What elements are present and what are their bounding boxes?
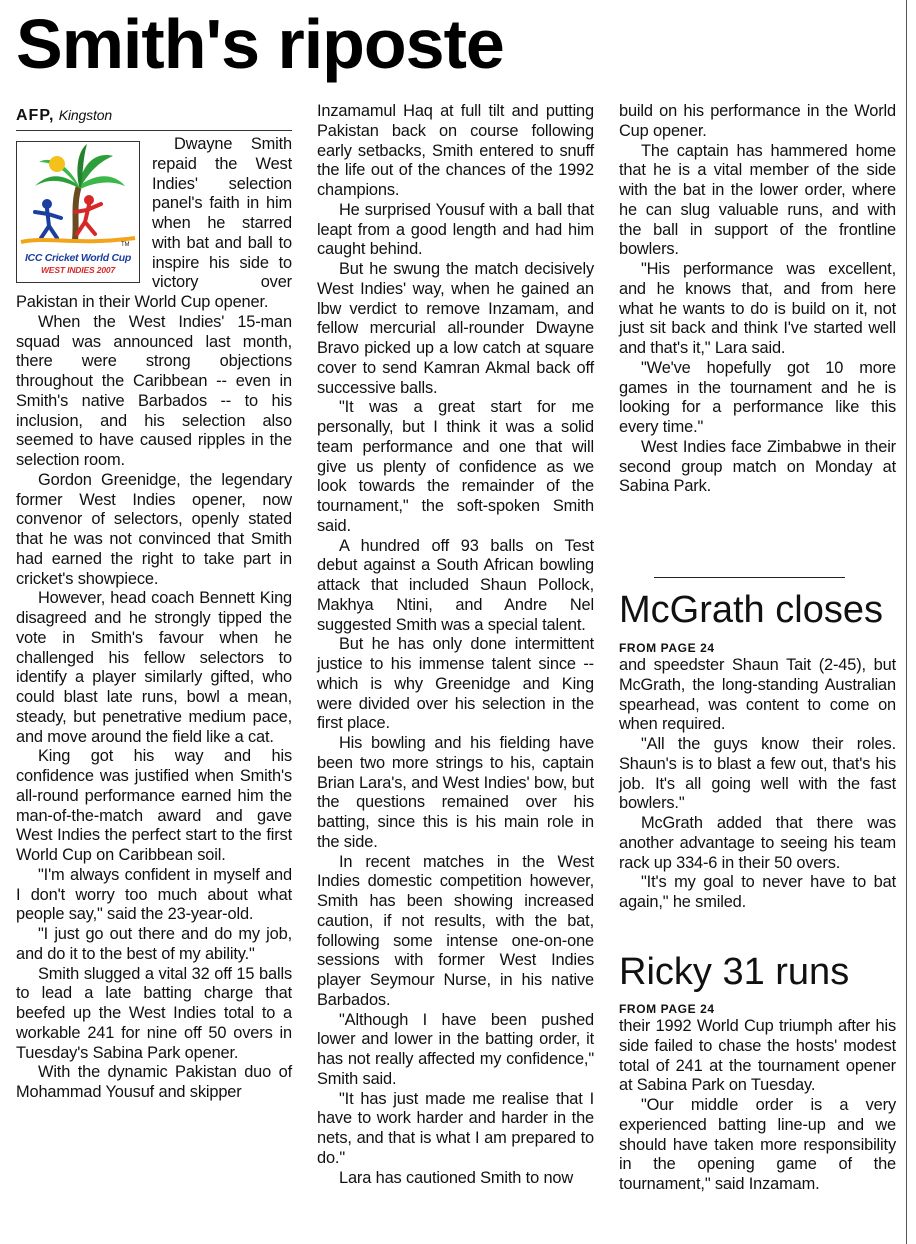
- paragraph: When the West Indies' 15-man squad was announced last month, there were strong objections throughout the Caribbean -- even in Smith's native Barbados -- to his inclusion, and his selection also seemed to have caused ripples in the selection room.: [16, 312, 292, 469]
- paragraph: build on his performance in the World Cup opener.: [619, 102, 896, 140]
- paragraph: But he swung the match decisively West Indies' way, when he gained an lbw verdict to remove Inzamam, and fellow mercurial all-rounder Dwayne Bravo picked up a low catch at square cover to send Kamran Akmal back off successive balls.: [317, 260, 594, 397]
- byline: [16, 104, 292, 131]
- paragraph: His bowling and his fielding have been two more strings to his, captain Brian Lara's, and West Indies' bow, but the questions remained over his batting, since this is his main role in the side.: [317, 734, 594, 851]
- continued-from-label: FROM PAGE 24: [619, 1002, 715, 1016]
- paragraph: "Although I have been pushed lower and lower in the batting order, it has not really affected my confidence," Smith said.: [317, 1010, 594, 1088]
- logo-caption-host: WEST INDIES 2007: [40, 265, 116, 275]
- paragraph: But he has only done intermittent justice to his immense talent since -- which is why Greenidge and King were divided over his selection in the first place.: [317, 635, 594, 733]
- article-column-2: [317, 102, 594, 1188]
- article-column-1: [16, 104, 292, 1103]
- paragraph: "It was a great start for me personally, but I think it was a solid team performance and one that will give us plenty of confidence as we look towards the remainder of the tournament," the soft-spoken Smith said.: [317, 398, 594, 535]
- paragraph: In recent matches in the West Indies domestic competition however, Smith has been showing increased caution, if not results, with the bat, following some intense one-on-one sessions with former West Indies player Seymour Nurse, in his native Barbados.: [317, 852, 594, 1009]
- world-cup-logo: [16, 141, 140, 283]
- logo-caption-title: ICC Cricket World Cup: [24, 252, 132, 264]
- paragraph: their 1992 World Cup triumph after his side failed to chase the hosts' modest total of 241 at the tournament opener at Sabina Park on Tuesday.: [619, 1017, 896, 1095]
- paragraph: "I'm always confident in myself and I don't worry too much about what people say," said the 23-year-old.: [16, 865, 292, 924]
- paragraph: and speedster Shaun Tait (2-45), but McGrath, the long-standing Australian spearhead, was content to come on when required.: [619, 656, 896, 734]
- mcgrath-headline: McGrath closes: [619, 589, 883, 631]
- paragraph: "Our middle order is a very experienced batting line-up and we should have taken more responsibility in the opening game of the tournament," said Inzamam.: [619, 1096, 896, 1193]
- paragraph: "I just go out there and do my job, and do it to the best of my ability.": [16, 925, 292, 963]
- paragraph: "It's my goal to never have to bat again," he smiled.: [619, 873, 896, 911]
- ricky-headline: Ricky 31 runs: [619, 951, 850, 993]
- paragraph: The captain has hammered home that he is a vital member of the side with the bat in the lower order, where he can slug valuable runs, and with the ball in support of the frontline bowlers.: [619, 141, 896, 259]
- byline-place: Kingston: [58, 107, 112, 123]
- byline-agency: AFP,: [16, 107, 55, 124]
- paragraph: He surprised Yousuf with a ball that leapt from a good length and had him caught behind.: [317, 200, 594, 259]
- palm-tree-icon: [17, 142, 139, 250]
- ricky-article: [619, 1001, 896, 1195]
- paragraph: Smith slugged a vital 32 off 15 balls to lead a late batting charge that beefed up the West Indies total to a workable 241 for nine off 50 overs in Tuesday's Sabina Park opener.: [16, 964, 292, 1062]
- paragraph: McGrath added that there was another advantage to seeing his team rack up 334-6 in their 50 overs.: [619, 814, 896, 872]
- paragraph: "All the guys know their roles. Shaun's is to blast a few out, that's his job. It's all going well with the fast bowlers.": [619, 735, 896, 813]
- paragraph: Dwayne Smith repaid the West Indies' selection panel's faith in him when he starred with bat and ball to inspire his side to victory over Pakistan in their World Cup opener.: [16, 135, 292, 311]
- logo-trademark: TM: [121, 242, 130, 248]
- paragraph: Gordon Greenidge, the legendary former West Indies opener, now convenor of selectors, openly stated that he was not convinced that Smith had earned the right to take part in cricket's showpiece.: [16, 470, 292, 588]
- continued-from-label: FROM PAGE 24: [619, 641, 715, 655]
- paragraph: "It has just made me realise that I have to work harder and harder in the nets, and that is what I am prepared to do.": [317, 1089, 594, 1167]
- paragraph: "His performance was excellent, and he knows that, and from here what he wants to do is build on it, not just sit back and think I've started well and that's it," Lara said.: [619, 260, 896, 357]
- section-divider: [654, 577, 845, 578]
- paragraph: With the dynamic Pakistan duo of Mohammad Yousuf and skipper: [16, 1063, 292, 1101]
- article-column-3: [619, 102, 896, 497]
- paragraph: However, head coach Bennett King disagreed and he strongly tipped the vote in Smith's favour when he challenged his fellow selectors to identify a player similarly gifted, who could blast late runs, bowl a mean, steady, but penetrative medium pace, and move around the field like a cat.: [16, 589, 292, 746]
- paragraph: King got his way and his confidence was justified when Smith's all-round performance earned him the man-of-the-match award and gave West Indies the perfect start to the first World Cup on Caribbean soil.: [16, 747, 292, 864]
- headline: Smith's riposte: [16, 5, 504, 83]
- column-rule: [906, 0, 907, 1244]
- paragraph: Lara has cautioned Smith to now: [339, 1168, 574, 1187]
- paragraph: West Indies face Zimbabwe in their second group match on Monday at Sabina Park.: [619, 437, 896, 496]
- paragraph: "We've hopefully got 10 more games in the tournament and he is looking for a performance like this every time.": [619, 358, 896, 436]
- mcgrath-article: [619, 640, 896, 913]
- paragraph: A hundred off 93 balls on Test debut against a South African bowling attack that included Shaun Pollock, Makhya Ntini, and Andre Nel suggested Smith was a special talent.: [317, 536, 594, 634]
- paragraph: Inzamamul Haq at full tilt and putting Pakistan back on course following early setbacks, Smith entered to snuff the life out of the chances of the 1992 champions.: [317, 102, 594, 199]
